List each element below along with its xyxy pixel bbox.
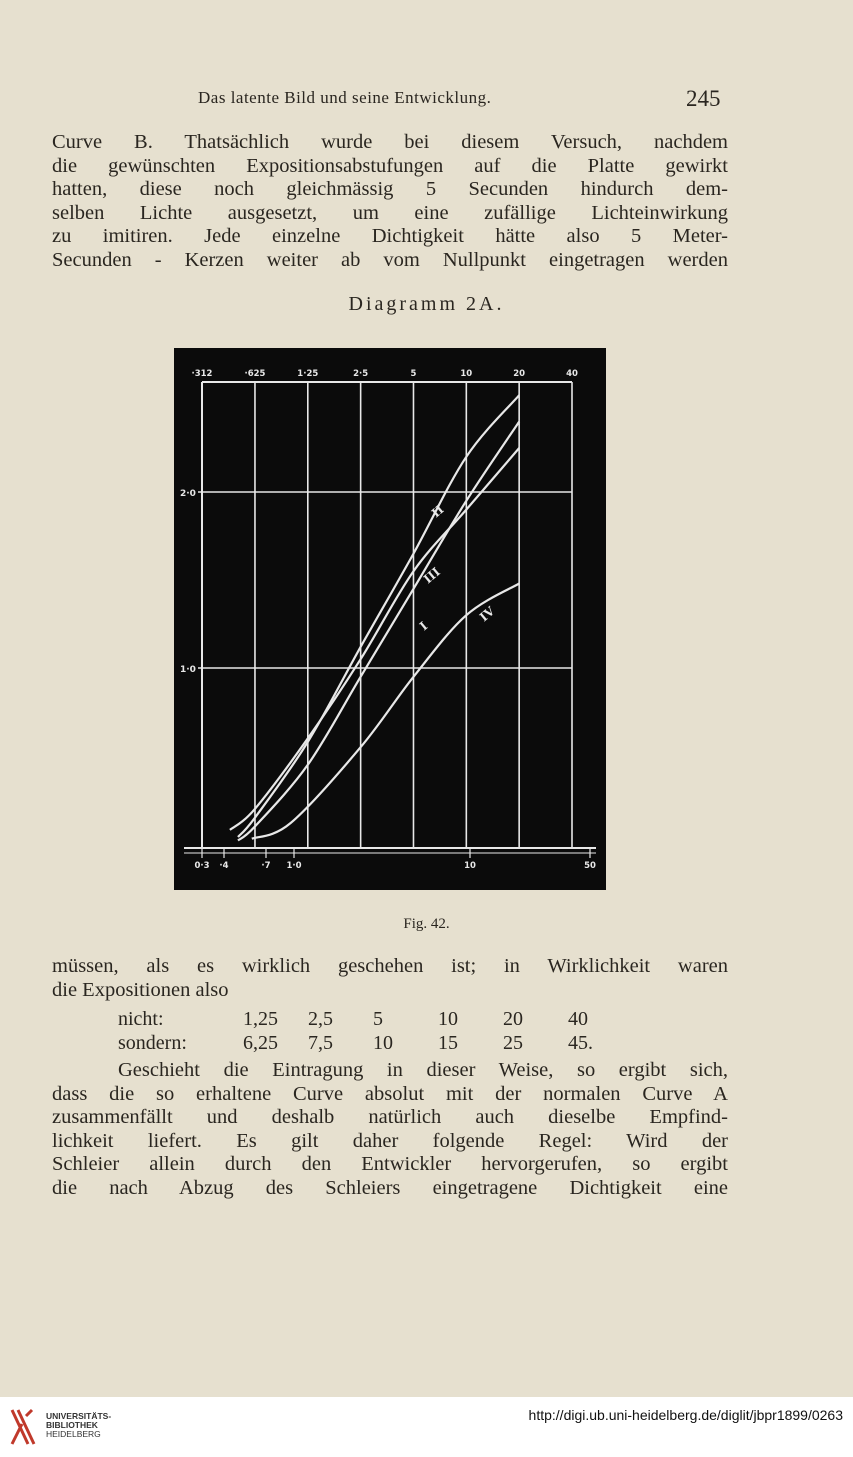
bottom-tick-label: ·7	[261, 861, 271, 871]
curve-ii	[238, 395, 519, 837]
text-line: zusammenfällt und deshalb natürlich auch dieselbe Empfind-	[52, 1106, 728, 1128]
top-tick-label: 1·25	[297, 369, 319, 379]
table-cell: 45.	[568, 1031, 593, 1054]
top-tick-label: 10	[460, 369, 473, 379]
y-tick-label: 1·0	[180, 665, 196, 675]
text-line: dass die so erhaltene Curve absolut mit der normalen Curve A	[52, 1082, 728, 1105]
top-tick-label: 5	[410, 369, 417, 379]
top-tick-label: 40	[566, 369, 578, 379]
exposure-table	[118, 1007, 633, 1055]
library-name-line: UNIVERSITÄTS-	[46, 1411, 112, 1421]
top-tick-label: ·312	[191, 369, 213, 379]
table-cell: 6,25	[243, 1031, 278, 1054]
text-line: Geschieht die Eintragung in dieser Weise, so ergibt sich,	[118, 1059, 728, 1081]
paragraph-3	[52, 1059, 728, 1200]
text-line: zu imitiren. Jede einzelne Dichtigkeit hätte also 5 Meter-	[52, 225, 728, 247]
table-cell: 40	[568, 1007, 588, 1030]
library-logo-icon	[8, 1404, 40, 1448]
table-cell: 2,5	[308, 1007, 333, 1030]
text-line: Secunden - Kerzen weiter ab vom Nullpunkt eingetragen werden	[52, 248, 728, 271]
footer-bar	[0, 1397, 853, 1457]
top-tick-label: 2·5	[353, 369, 369, 379]
curve-label: II	[428, 502, 447, 521]
table-row	[118, 1031, 633, 1055]
curve-label: III	[420, 564, 443, 587]
text-line: die gewünschten Expositionsabstufungen auf die Platte gewirkt	[52, 154, 728, 177]
curve-iii	[230, 448, 519, 830]
table-row	[118, 1007, 633, 1031]
text-line: die Expositionen also	[52, 978, 229, 1001]
library-name	[46, 1412, 111, 1439]
figure-plate	[174, 348, 606, 890]
table-cell: 25	[503, 1031, 523, 1054]
page-number: 245	[686, 86, 721, 111]
table-cell: 1,25	[243, 1007, 278, 1030]
text-line: Curve B. Thatsächlich wurde bei diesem Versuch, nachdem	[52, 131, 728, 153]
table-cell: 10	[438, 1007, 458, 1030]
paragraph-2	[52, 955, 728, 1002]
text-line: selben Lichte ausgesetzt, um eine zufällige Lichteinwirkung	[52, 201, 728, 224]
curve-label: I	[416, 618, 431, 634]
table-cell: 20	[503, 1007, 523, 1030]
table-cell: nicht:	[118, 1007, 164, 1030]
text-line: Schleier allein durch den Entwickler hervorgerufen, so ergibt	[52, 1153, 728, 1175]
text-line: die nach Abzug des Schleiers eingetragene Dichtigkeit eine	[52, 1176, 728, 1199]
table-cell: 10	[373, 1031, 393, 1054]
text-line: müssen, als es wirklich geschehen ist; in Wirklichkeit waren	[52, 955, 728, 977]
density-curve-chart	[174, 348, 606, 890]
library-name-line: HEIDELBERG	[46, 1429, 101, 1439]
y-tick-label: 2·0	[180, 489, 196, 499]
curve-label: IV	[476, 603, 498, 625]
table-cell: 7,5	[308, 1031, 333, 1054]
running-title: Das latente Bild und seine Entwicklung.	[198, 88, 492, 107]
bottom-tick-label: 1·0	[286, 861, 302, 871]
page-header	[40, 86, 740, 116]
library-name-line: BIBLIOTHEK	[46, 1420, 98, 1430]
paragraph-1	[52, 131, 728, 272]
top-tick-label: ·625	[244, 369, 266, 379]
top-tick-label: 20	[513, 369, 526, 379]
bottom-tick-label: ·4	[219, 861, 229, 871]
diagram-title: Diagramm 2A.	[348, 293, 505, 315]
curve-iv	[252, 584, 519, 839]
figure-caption: Fig. 42.	[403, 916, 450, 932]
bottom-tick-label: 10	[464, 861, 476, 871]
bottom-tick-label: 0·3	[194, 861, 210, 871]
table-cell: 5	[373, 1007, 383, 1030]
table-cell: 15	[438, 1031, 458, 1054]
text-line: hatten, diese noch gleichmässig 5 Secunden hindurch dem-	[52, 178, 728, 200]
bottom-tick-label: 50	[584, 861, 596, 871]
table-cell: sondern:	[118, 1031, 187, 1054]
source-url-link[interactable]: http://digi.ub.uni-heidelberg.de/diglit/jbpr1899/0263	[528, 1407, 843, 1423]
text-line: lichkeit liefert. Es gilt daher folgende Regel: Wird der	[52, 1129, 728, 1152]
